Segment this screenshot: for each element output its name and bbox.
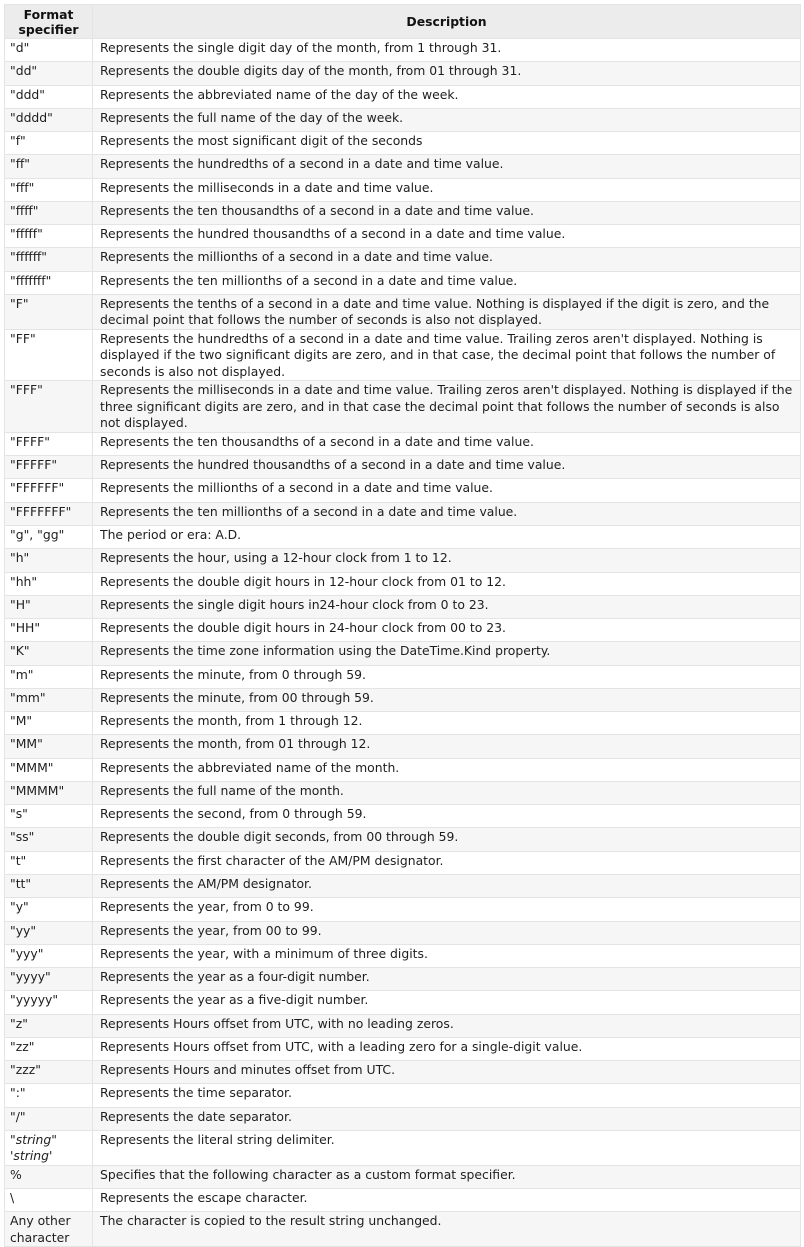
description-cell: Represents the time separator. bbox=[93, 1084, 801, 1107]
table-header-row bbox=[5, 5, 801, 39]
description-cell: Represents the full name of the month. bbox=[93, 781, 801, 804]
description-cell: Represents the literal string delimiter. bbox=[93, 1130, 801, 1165]
spec-cell: "m" bbox=[5, 665, 93, 688]
spec-cell: Any other character bbox=[5, 1212, 93, 1247]
description-cell: Represents the double digit hours in 24-hour clock from 00 to 23. bbox=[93, 619, 801, 642]
table-row bbox=[5, 1014, 801, 1037]
format-specifier-table-container bbox=[4, 4, 800, 1247]
table-row bbox=[5, 62, 801, 85]
table-row bbox=[5, 1165, 801, 1188]
description-cell: Represents the minute, from 0 through 59. bbox=[93, 665, 801, 688]
table-row bbox=[5, 1189, 801, 1212]
description-cell: Represents the date separator. bbox=[93, 1107, 801, 1130]
spec-cell: "FFFFFFF" bbox=[5, 502, 93, 525]
spec-cell: "fff" bbox=[5, 178, 93, 201]
spec-cell: "MM" bbox=[5, 735, 93, 758]
table-row bbox=[5, 39, 801, 62]
spec-cell: "fffff" bbox=[5, 225, 93, 248]
table-row bbox=[5, 944, 801, 967]
description-cell: Represents the escape character. bbox=[93, 1189, 801, 1212]
spec-cell: "g", "gg" bbox=[5, 525, 93, 548]
spec-cell: "ddd" bbox=[5, 85, 93, 108]
table-row bbox=[5, 381, 801, 433]
description-cell: Specifies that the following character as a custom format specifier. bbox=[93, 1165, 801, 1188]
table-row bbox=[5, 1212, 801, 1247]
description-cell: Represents the abbreviated name of the month. bbox=[93, 758, 801, 781]
spec-cell: "yyyy" bbox=[5, 968, 93, 991]
spec-cell: "FFFFFF" bbox=[5, 479, 93, 502]
spec-cell: "FFFFF" bbox=[5, 456, 93, 479]
table-row bbox=[5, 132, 801, 155]
table-row bbox=[5, 712, 801, 735]
spec-cell: "zzz" bbox=[5, 1061, 93, 1084]
table-row bbox=[5, 1061, 801, 1084]
description-cell: Represents the hour, using a 12-hour clock from 1 to 12. bbox=[93, 549, 801, 572]
spec-cell: "H" bbox=[5, 595, 93, 618]
spec-cell: "FFFF" bbox=[5, 432, 93, 455]
spec-cell: "s" bbox=[5, 805, 93, 828]
table-row bbox=[5, 329, 801, 381]
description-cell: Represents the month, from 01 through 12. bbox=[93, 735, 801, 758]
table-row bbox=[5, 1107, 801, 1130]
spec-cell: "fffffff" bbox=[5, 271, 93, 294]
table-row bbox=[5, 828, 801, 851]
spec-cell bbox=[5, 1130, 93, 1165]
spec-cell: "tt" bbox=[5, 874, 93, 897]
table-row bbox=[5, 619, 801, 642]
spec-line-single-quoted: 'string' bbox=[10, 1148, 53, 1164]
spec-cell: "ffffff" bbox=[5, 248, 93, 271]
spec-cell: "ff" bbox=[5, 155, 93, 178]
header-description: Description bbox=[93, 5, 801, 39]
table-row bbox=[5, 758, 801, 781]
spec-cell: "dddd" bbox=[5, 108, 93, 131]
table-row bbox=[5, 874, 801, 897]
table-row bbox=[5, 271, 801, 294]
table-row bbox=[5, 201, 801, 224]
description-cell: Represents the minute, from 00 through 59. bbox=[93, 688, 801, 711]
description-cell: Represents the AM/PM designator. bbox=[93, 874, 801, 897]
spec-cell: "ss" bbox=[5, 828, 93, 851]
table-row bbox=[5, 502, 801, 525]
table-row bbox=[5, 642, 801, 665]
table-row bbox=[5, 294, 801, 329]
table-row bbox=[5, 735, 801, 758]
description-cell: Represents the year, from 0 to 99. bbox=[93, 898, 801, 921]
description-cell: Represents Hours and minutes offset from UTC. bbox=[93, 1061, 801, 1084]
description-cell: Represents the double digit seconds, from 00 through 59. bbox=[93, 828, 801, 851]
table-row bbox=[5, 991, 801, 1014]
description-cell: Represents the year as a five-digit number. bbox=[93, 991, 801, 1014]
description-cell: Represents the ten thousandths of a second in a date and time value. bbox=[93, 201, 801, 224]
spec-cell: "MMM" bbox=[5, 758, 93, 781]
description-cell: Represents the millionths of a second in a date and time value. bbox=[93, 479, 801, 502]
table-row bbox=[5, 688, 801, 711]
spec-cell: ":" bbox=[5, 1084, 93, 1107]
spec-cell: "MMMM" bbox=[5, 781, 93, 804]
description-cell: Represents the second, from 0 through 59. bbox=[93, 805, 801, 828]
format-specifier-table bbox=[4, 4, 801, 1247]
description-cell: Represents the full name of the day of the week. bbox=[93, 108, 801, 131]
description-cell: Represents the abbreviated name of the day of the week. bbox=[93, 85, 801, 108]
spec-cell: "hh" bbox=[5, 572, 93, 595]
spec-line-double-quoted: "string" bbox=[10, 1131, 57, 1147]
description-cell: Represents the single digit hours in24-hour clock from 0 to 23. bbox=[93, 595, 801, 618]
spec-cell: "FF" bbox=[5, 329, 93, 381]
description-cell: Represents the ten millionths of a second in a date and time value. bbox=[93, 271, 801, 294]
table-row bbox=[5, 595, 801, 618]
description-cell: Represents the tenths of a second in a date and time value. Nothing is displayed if the digit is zero, and the decimal point that follows the number of seconds is also not displayed. bbox=[93, 294, 801, 329]
description-cell: Represents the millionths of a second in a date and time value. bbox=[93, 248, 801, 271]
description-cell: The period or era: A.D. bbox=[93, 525, 801, 548]
spec-cell: "f" bbox=[5, 132, 93, 155]
description-cell: Represents the double digit hours in 12-hour clock from 01 to 12. bbox=[93, 572, 801, 595]
description-cell: Represents the year as a four-digit number. bbox=[93, 968, 801, 991]
spec-cell: "y" bbox=[5, 898, 93, 921]
description-cell: Represents Hours offset from UTC, with a leading zero for a single-digit value. bbox=[93, 1037, 801, 1060]
description-cell: Represents the double digits day of the month, from 01 through 31. bbox=[93, 62, 801, 85]
header-format-specifier: Format specifier bbox=[5, 5, 93, 39]
spec-cell: "zz" bbox=[5, 1037, 93, 1060]
table-row bbox=[5, 432, 801, 455]
spec-cell: "F" bbox=[5, 294, 93, 329]
description-cell: Represents the ten millionths of a second in a date and time value. bbox=[93, 502, 801, 525]
table-row bbox=[5, 178, 801, 201]
description-cell: Represents the ten thousandths of a second in a date and time value. bbox=[93, 432, 801, 455]
table-row bbox=[5, 525, 801, 548]
description-cell: Represents the milliseconds in a date and time value. Trailing zeros aren't displayed. Nothing is displayed if the three significant digits are zero, and in that case the decimal point that follows the number of seconds is also not displayed. bbox=[93, 381, 801, 433]
description-cell: Represents the most significant digit of the seconds bbox=[93, 132, 801, 155]
spec-cell: \ bbox=[5, 1189, 93, 1212]
spec-cell: "dd" bbox=[5, 62, 93, 85]
table-row bbox=[5, 851, 801, 874]
spec-cell: "yy" bbox=[5, 921, 93, 944]
table-row bbox=[5, 456, 801, 479]
description-cell: Represents Hours offset from UTC, with no leading zeros. bbox=[93, 1014, 801, 1037]
spec-cell: "d" bbox=[5, 39, 93, 62]
spec-cell: "/" bbox=[5, 1107, 93, 1130]
description-cell: Represents the hundredths of a second in a date and time value. Trailing zeros aren't displayed. Nothing is displayed if the two significant digits are zero, and in that case, the decimal point that follows the number of seconds is also not displayed. bbox=[93, 329, 801, 381]
spec-cell: "K" bbox=[5, 642, 93, 665]
description-cell: The character is copied to the result string unchanged. bbox=[93, 1212, 801, 1247]
table-row bbox=[5, 572, 801, 595]
table-row bbox=[5, 85, 801, 108]
table-row bbox=[5, 805, 801, 828]
table-row bbox=[5, 155, 801, 178]
table-row bbox=[5, 968, 801, 991]
table-row bbox=[5, 898, 801, 921]
description-cell: Represents the year, from 00 to 99. bbox=[93, 921, 801, 944]
description-cell: Represents the month, from 1 through 12. bbox=[93, 712, 801, 735]
table-row bbox=[5, 921, 801, 944]
description-cell: Represents the hundred thousandths of a second in a date and time value. bbox=[93, 456, 801, 479]
spec-cell: "M" bbox=[5, 712, 93, 735]
spec-cell: "FFF" bbox=[5, 381, 93, 433]
table-row bbox=[5, 1037, 801, 1060]
spec-cell: "h" bbox=[5, 549, 93, 572]
spec-cell: "HH" bbox=[5, 619, 93, 642]
spec-cell: "yyy" bbox=[5, 944, 93, 967]
description-cell: Represents the milliseconds in a date and time value. bbox=[93, 178, 801, 201]
table-row bbox=[5, 781, 801, 804]
table-row bbox=[5, 665, 801, 688]
spec-cell: "z" bbox=[5, 1014, 93, 1037]
table-row bbox=[5, 225, 801, 248]
description-cell: Represents the single digit day of the month, from 1 through 31. bbox=[93, 39, 801, 62]
spec-cell: "t" bbox=[5, 851, 93, 874]
spec-cell: "yyyyy" bbox=[5, 991, 93, 1014]
spec-cell: "ffff" bbox=[5, 201, 93, 224]
table-row bbox=[5, 1084, 801, 1107]
description-cell: Represents the first character of the AM/PM designator. bbox=[93, 851, 801, 874]
description-cell: Represents the time zone information using the DateTime.Kind property. bbox=[93, 642, 801, 665]
spec-cell: % bbox=[5, 1165, 93, 1188]
description-cell: Represents the year, with a minimum of three digits. bbox=[93, 944, 801, 967]
table-row bbox=[5, 549, 801, 572]
table-row bbox=[5, 108, 801, 131]
table-row bbox=[5, 479, 801, 502]
description-cell: Represents the hundred thousandths of a second in a date and time value. bbox=[93, 225, 801, 248]
spec-cell: "mm" bbox=[5, 688, 93, 711]
description-cell: Represents the hundredths of a second in a date and time value. bbox=[93, 155, 801, 178]
table-row bbox=[5, 1130, 801, 1165]
table-row bbox=[5, 248, 801, 271]
